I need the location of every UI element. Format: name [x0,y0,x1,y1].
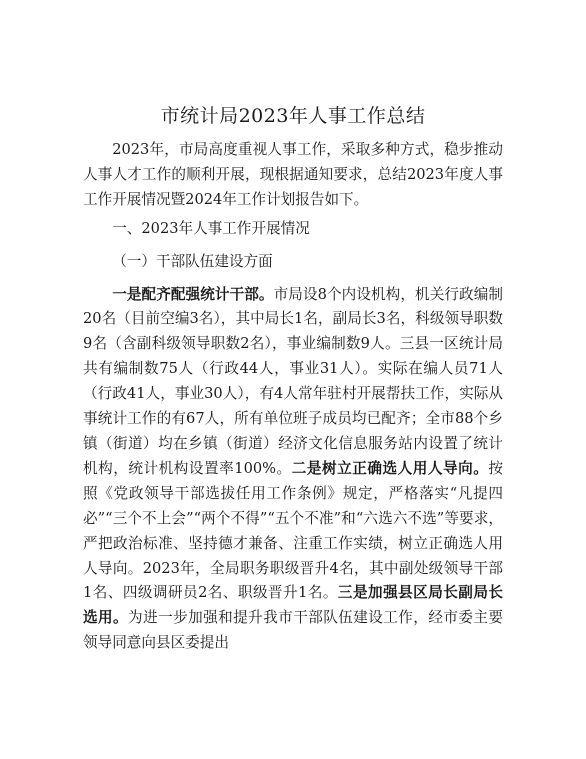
subsection-heading: （一）干部队伍建设方面 [112,252,273,270]
body-paragraph [83,283,503,657]
paragraph-lead: 一是配齐配强统计干部。 [112,285,274,303]
paragraph-text: 市局设8个内设机构，机关行政编制20名（目前空编3名），其中局长1名，副局长3名，科级领导职数9名（含副科级领导职数2名），事业编制数9人。三县一区统计局共有编制数75人（行政44人，事业31人）。实际在编人员71人（行政41人，事业30人），有4人常年驻村开展帮扶工作，实际从事统计工作的有67人，所有单位班子成员均已配齐；全市88个乡镇（街道）均在乡镇（街道）经济文化信息服务站内设置了统计机构，统计机构设置率100%。 [83,285,503,477]
paragraph-text-2: 按照《党政领导干部选拔任用工作条例》规定，严格落实“凡提四必”“三个不上会”“两个不得”“五个不准”和“六选六不选”等要求，严把政治标准、坚持德才兼备、注重工作实绩，树立正确选人用人导向。2023年，全局职务职级晋升4名，其中副处级领导干部1名、四级调研员2名、职级晋升1名。 [83,459,503,602]
intro-paragraph: 2023年，市局高度重视人事工作，采取多种方式，稳步推动人事人才工作的顺利开展，现根据通知要求，总结2023年度人事工作开展情况暨2024年工作计划报告如下。 [83,141,503,208]
document-body [83,138,503,660]
section-heading: 一、2023年人事工作开展情况 [112,219,310,237]
document-title: 市统计局2023年人事工作总结 [160,105,426,127]
paragraph-text-3: 为进一步加强和提升我市干部队伍建设工作，经市委主要领导同意向县区委提出 [83,609,503,652]
paragraph-lead-2: 二是树立正确选人用人导向。 [291,459,489,477]
paragraph-lead-3: 三是加强县区局长副局长选用。 [83,584,503,627]
